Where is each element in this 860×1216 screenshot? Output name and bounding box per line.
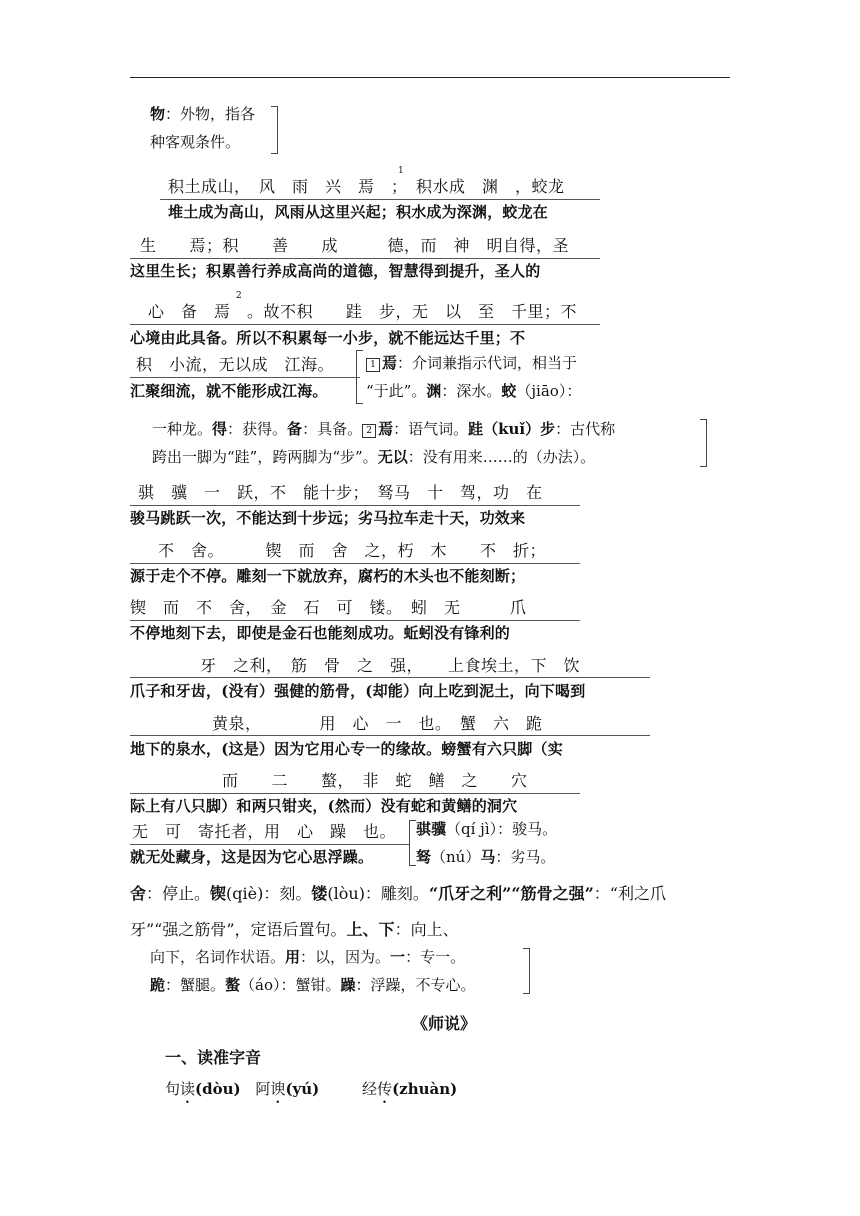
p1-orig-line-4: 积 小流，无以成 江海。 xyxy=(136,355,335,374)
underline xyxy=(130,563,580,564)
p2-orig-line-7: 无 可 寄托者，用 心 躁 也。 xyxy=(132,822,397,841)
note-bracket xyxy=(271,106,278,154)
footnote-marker-2: 2 xyxy=(236,291,242,301)
note-she-qie-lou: 舍：停止。锲(qiè)：刻。镂(lòu)：雕刻。“爪牙之利”“筋骨之强”：“利之爪 牙”“强之筋骨”，定语后置句。上、下：向上、 xyxy=(130,884,666,939)
note-term: 舍 xyxy=(130,884,147,903)
note-term: “筋骨之强” xyxy=(511,884,594,903)
p2-trans-line-1: 骏马跳跃一次，不能达到十步远；劣马拉车走十天，功效来 xyxy=(130,509,526,527)
p1-trans-line-4: 汇聚细流，就不能形成江海。 xyxy=(130,382,328,400)
note-text: ：“利之爪 xyxy=(593,884,666,903)
section-title: 《师说》 xyxy=(412,1014,477,1033)
underline xyxy=(130,844,410,845)
p2-orig-line-6: 而 二 螯， 非 蛇 鳝 之 穴 xyxy=(222,771,528,790)
note-text: ：停止。 xyxy=(146,884,211,903)
note-yong-yi-gui: 向下，名词作状语。用：以，因为。一：专一。 跪：蟹腿。螯（áo）：蟹钳。躁：浮躁，不专心。 xyxy=(150,948,476,994)
note-term: “爪牙之利” xyxy=(428,884,512,903)
underline xyxy=(130,324,600,325)
underline xyxy=(130,735,650,736)
underline xyxy=(130,505,580,506)
p2-orig-line-1: 骐 骥 一 跃，不 能十步； 驽马 十 驾，功 在 xyxy=(138,483,543,502)
underline xyxy=(130,677,650,678)
p2-orig-line-2: 不 舍。 锲 而 舍 之，朽 木 不 折； xyxy=(158,541,547,560)
header-rule xyxy=(130,77,730,78)
pronunciation-list xyxy=(165,1078,457,1107)
note-term: 镂 xyxy=(311,884,328,903)
p1-orig-line-2: 生 焉；积 善 成 德，而 神 明自得，圣 xyxy=(140,236,570,255)
underline xyxy=(130,258,600,259)
p1-trans-line-2: 这里生长；积累善行养成高尚的道德，智慧得到提升，圣人的 xyxy=(130,262,541,280)
p2-orig-line-4: 牙 之利， 筋 骨 之 强， 上食埃土，下 饮 xyxy=(200,656,581,675)
note-wu: 物：外物，指各 种客观条件。 xyxy=(150,105,256,151)
pronunciation-item: 句读(dòu) xyxy=(165,1080,241,1098)
p2-orig-line-5: 黄泉， 用 心 一 也。 蟹 六 跪 xyxy=(212,714,543,733)
note-qiji-numa: 骐骥（qí jì）：骏马。 驽（nú）马：劣马。 xyxy=(416,820,558,866)
note-bracket xyxy=(700,419,707,467)
p1-trans-line-3: 心境由此具备。所以不积累每一小步，就不能远达千里；不 xyxy=(130,329,526,347)
p2-trans-line-4: 爪子和牙齿，(没有）强健的筋骨，(却能）向上吃到泥土，向下喝到 xyxy=(130,682,586,700)
note-bracket xyxy=(409,820,416,866)
p2-orig-line-3: 锲 而 不 舍， 金 石 可 镂。 蚓 无 爪 xyxy=(130,598,527,617)
p2-trans-line-7: 就无处藏身，这是因为它心思浮躁。 xyxy=(130,848,374,866)
footnote-marker-1: 1 xyxy=(398,166,404,176)
note-yan-yuan-jiao: 1 焉：介词兼指示代词，相当于 “于此”。渊：深水。蛟（jiāo）： xyxy=(366,354,582,400)
p2-trans-line-6: 际上有八只脚）和两只钳夹，(然而）没有蛇和黄鳝的洞穴 xyxy=(130,797,518,815)
p1-orig-line-1: 积土成山， 风 雨 兴 焉 ； 积水成 渊 ，蛟龙 xyxy=(168,177,565,196)
note-bracket xyxy=(356,350,363,404)
underline xyxy=(130,620,580,621)
pronunciation-item: 阿谀(yú) xyxy=(255,1080,320,1098)
p2-trans-line-5: 地下的泉水，(这是）因为它用心专一的缘故。螃蟹有六只脚（实 xyxy=(130,740,563,758)
underline xyxy=(130,793,580,794)
section-heading: 一、读准字音 xyxy=(165,1048,262,1067)
p1-trans-line-1: 堆土成为高山，风雨从这里兴起；积水成为深渊，蛟龙在 xyxy=(168,203,549,221)
p2-trans-line-3: 不停地刻下去，即使是金石也能刻成功。蚯蚓没有锋利的 xyxy=(130,624,511,642)
note-text: (qiè)：刻。 xyxy=(226,884,312,903)
underline xyxy=(130,377,360,378)
note-bracket xyxy=(523,948,530,994)
note-de-bei-kuibu: 一种龙。得：获得。备：具备。 2 焉：语气词。跬（kuǐ）步：古代称 跨出一脚为“跬”，跨两脚为“步”。无以：没有用来……的（办法）。 xyxy=(152,420,616,466)
pronunciation-item: 经传(zhuàn) xyxy=(362,1080,458,1098)
p2-trans-line-2: 源于走个不停。雕刻一下就放弃，腐朽的木头也不能刻断； xyxy=(130,567,526,585)
underline xyxy=(160,199,600,200)
p1-orig-line-3: 心 备 焉 。故不积 跬 步，无 以 至 千里；不 xyxy=(148,302,578,321)
note-term: 锲 xyxy=(210,884,227,903)
note-text: (lòu)：雕刻。 xyxy=(327,884,429,903)
